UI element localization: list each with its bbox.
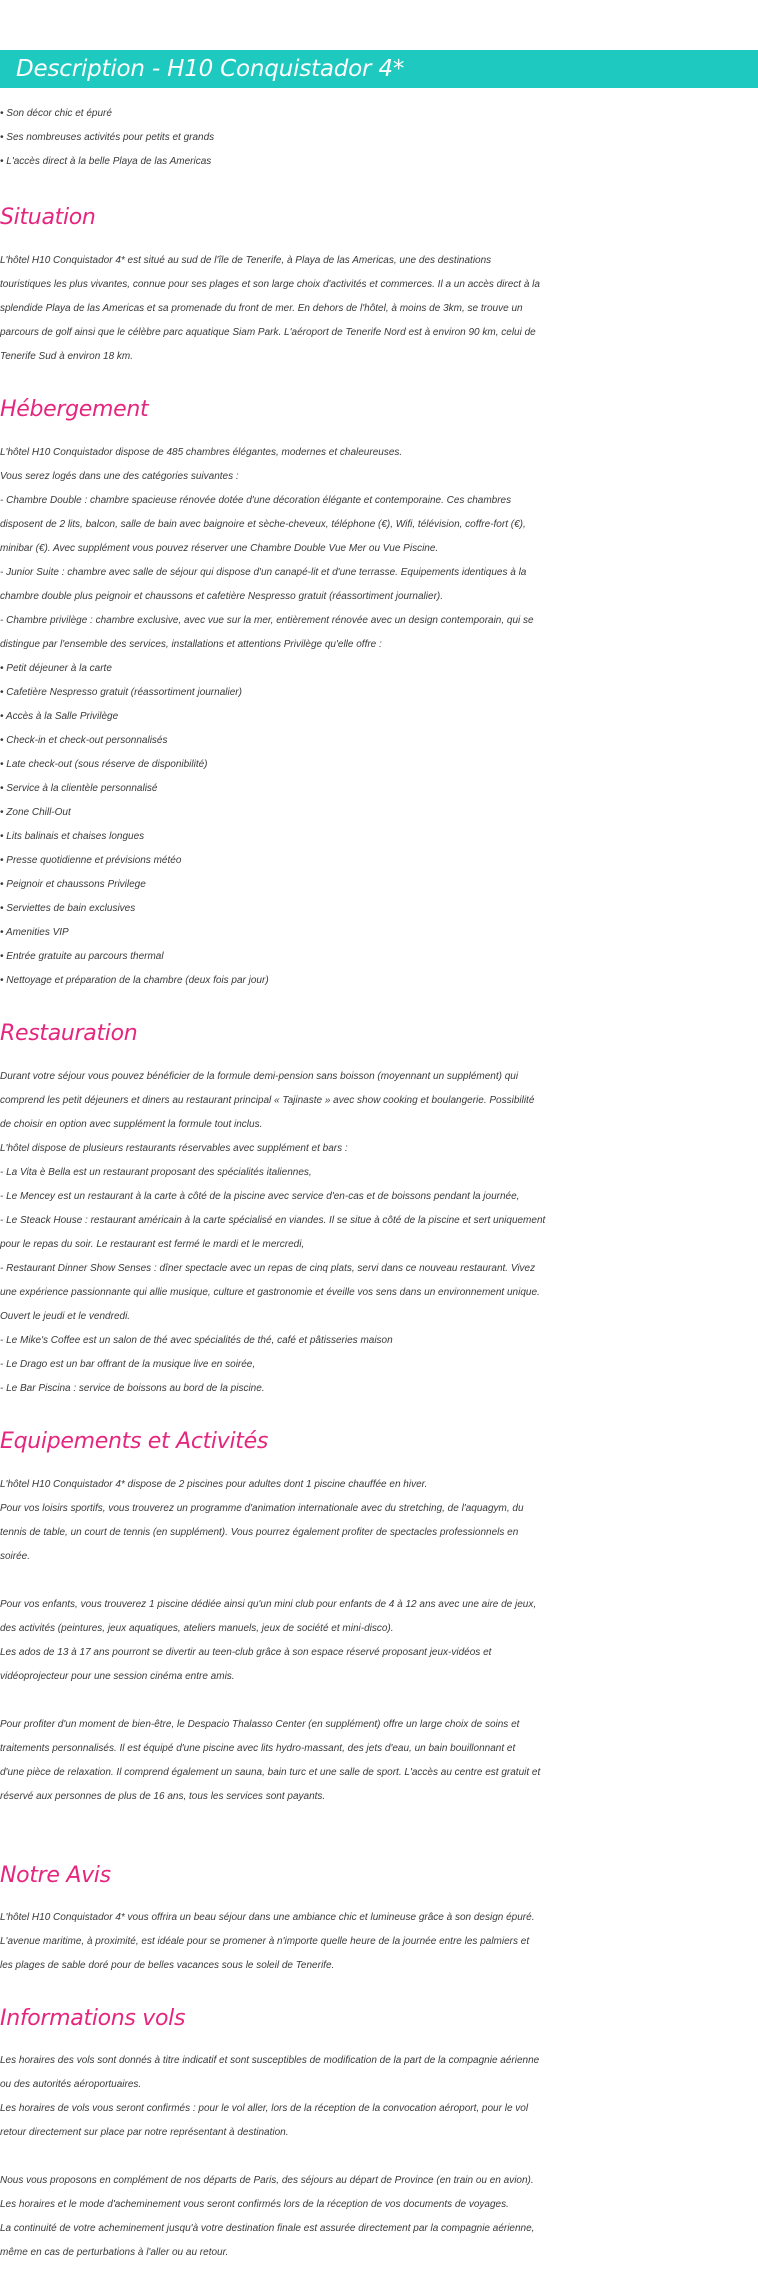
text-line: Les horaires des vols sont donnés à titre indicatif et sont susceptibles de modification de la part de la compagnie aérienne — [0, 2055, 540, 2066]
situation-text — [0, 249, 758, 369]
text-line: • Zone Chill-Out — [0, 807, 71, 818]
text-line: ou des autorités aéroportuaires. — [0, 2079, 142, 2090]
text-line: - Le Drago est un bar offrant de la musique live en soirée, — [0, 1359, 256, 1370]
text-line: - Chambre privilège : chambre exclusive, avec vue sur la mer, entièrement rénovée avec un design contemporain, qui se — [0, 615, 534, 626]
text-line: minibar (€). Avec supplément vous pouvez réserver une Chambre Double Vue Mer ou Vue Piscine. — [0, 543, 439, 554]
text-line: • Serviettes de bain exclusives — [0, 903, 136, 914]
hebergement-heading: Hébergement — [0, 397, 149, 422]
text-line: - Le Mencey est un restaurant à la carte à côté de la piscine avec service d'en-cas et de boissons pendant la journée, — [0, 1191, 520, 1202]
situation-heading: Situation — [0, 205, 96, 230]
text-line: • Service à la clientèle personnalisé — [0, 783, 158, 794]
text-line: - Le Steack House : restaurant américain à la carte spécialisé en viandes. Il se situe à côté de la piscine et sert uniquement — [0, 1215, 546, 1226]
text-line: traitements personnalisés. Il est équipé d'une piscine avec lits hydro-massant, des jets d'eau, un bain bouillonnant et — [0, 1743, 516, 1754]
text-line: - Le Mike's Coffee est un salon de thé avec spécialités de thé, café et pâtisseries maison — [0, 1335, 393, 1346]
text-line: les plages de sable doré pour de belles vacances sous le soleil de Tenerife. — [0, 1960, 335, 1971]
text-line: réservé aux personnes de plus de 16 ans, tous les services sont payants. — [0, 1791, 326, 1802]
hebergement-section — [0, 396, 758, 424]
page-title: Description - H10 Conquistador 4* — [16, 56, 405, 82]
text-line: • Cafetière Nespresso gratuit (réassortiment journalier) — [0, 687, 242, 698]
text-line: Pour vos enfants, vous trouverez 1 piscine dédiée ainsi qu'un mini club pour enfants de 4 à 12 ans avec une aire de jeux, — [0, 1599, 537, 1610]
text-line: comprend les petit déjeuners et diners au restaurant principal « Tajinaste » avec show cooking et boulangerie. Possibilité — [0, 1095, 535, 1106]
equipements-text-3 — [0, 1713, 758, 1809]
hebergement-text — [0, 441, 758, 993]
text-line: • Petit déjeuner à la carte — [0, 663, 112, 674]
text-line: L'avenue maritime, à proximité, est idéale pour se promener à n'importe quelle heure de la journée entre les palmiers et — [0, 1936, 530, 1947]
text-line: • Amenities VIP — [0, 927, 69, 938]
text-line: • Entrée gratuite au parcours thermal — [0, 951, 164, 962]
text-line: Pour vos loisirs sportifs, vous trouverez un programme d'animation internationale avec du stretching, de l'aquagym, du — [0, 1503, 524, 1514]
text-line: La continuité de votre acheminement jusqu'à votre destination finale est assurée directement par la compagnie aérienne, — [0, 2223, 535, 2234]
text-line: d'une pièce de relaxation. Il comprend également un sauna, bain turc et une salle de sport. L'accès au centre est gratuit et — [0, 1767, 541, 1778]
vols-text-2 — [0, 2169, 758, 2265]
avis-section — [0, 1862, 758, 1890]
text-line: - Restaurant Dinner Show Senses : dîner spectacle avec un repas de cinq plats, servi dans ce nouveau restaurant. Vivez — [0, 1263, 536, 1274]
text-line: Pour profiter d'un moment de bien-être, le Despacio Thalasso Center (en supplément) offre un large choix de soins et — [0, 1719, 520, 1730]
vols-heading: Informations vols — [0, 2006, 186, 2031]
text-line: • Presse quotidienne et prévisions météo — [0, 855, 182, 866]
vols-section — [0, 2005, 758, 2033]
text-line: splendide Playa de las Americas et sa promenade du front de mer. En dehors de l'hôtel, à moins de 3km, se trouve un — [0, 303, 523, 314]
text-line: - Chambre Double : chambre spacieuse rénovée dotée d'une décoration élégante et contemporaine. Ces chambres — [0, 495, 512, 506]
equipements-text-2 — [0, 1593, 758, 1689]
text-line: Les horaires et le mode d'acheminement vous seront confirmés lors de la réception de vos documents de voyages. — [0, 2199, 509, 2210]
text-line: parcours de golf ainsi que le célèbre parc aquatique Siam Park. L'aéroport de Tenerife Nord est à environ 90 km, celui de — [0, 327, 536, 338]
vols-text-1 — [0, 2049, 758, 2145]
text-line: L'hôtel H10 Conquistador 4* dispose de 2 piscines pour adultes dont 1 piscine chauffée en hiver. — [0, 1479, 428, 1490]
situation-section — [0, 204, 758, 232]
text-line: L'hôtel H10 Conquistador dispose de 485 chambres élégantes, modernes et chaleureuses. — [0, 447, 403, 458]
text-line: pour le repas du soir. Le restaurant est fermé le mardi et le mercredi, — [0, 1239, 305, 1250]
text-line: • Son décor chic et épuré — [0, 108, 112, 119]
restauration-text — [0, 1065, 758, 1401]
text-line: distingue par l'ensemble des services, installations et attentions Privilège qu'elle offre : — [0, 639, 382, 650]
text-line: Ouvert le jeudi et le vendredi. — [0, 1311, 131, 1322]
text-line: Les ados de 13 à 17 ans pourront se divertir au teen-club grâce à son espace réservé proposant jeux-vidéos et — [0, 1647, 492, 1658]
text-line: des activités (peintures, jeux aquatiques, ateliers manuels, jeux de société et mini-disco). — [0, 1623, 394, 1634]
highlights-list — [0, 102, 758, 174]
text-line: Les horaires de vols vous seront confirmés : pour le vol aller, lors de la réception de la convocation aéroport, pour le vol — [0, 2103, 529, 2114]
text-line: vidéoprojecteur pour une session cinéma entre amis. — [0, 1671, 235, 1682]
text-line: une expérience passionnante qui allie musique, culture et gastronomie et éveille vos sens dans un environnement unique. — [0, 1287, 540, 1298]
text-line: • Check-in et check-out personnalisés — [0, 735, 168, 746]
text-line: L'hôtel dispose de plusieurs restaurants réservables avec supplément et bars : — [0, 1143, 348, 1154]
text-line: • Lits balinais et chaises longues — [0, 831, 145, 842]
text-line: Nous vous proposons en complément de nos départs de Paris, des séjours au départ de Province (en train ou en avion). — [0, 2175, 534, 2186]
text-line: L'hôtel H10 Conquistador 4* est situé au sud de l'île de Tenerife, à Playa de las Americas, une des destinations — [0, 255, 492, 266]
text-line: même en cas de perturbations à l'aller ou au retour. — [0, 2247, 229, 2258]
text-line: retour directement sur place par notre représentant à destination. — [0, 2127, 289, 2138]
restauration-section — [0, 1020, 758, 1048]
highlights-block — [0, 102, 758, 174]
text-line: soirée. — [0, 1551, 31, 1562]
text-line: • L'accès direct à la belle Playa de las Americas — [0, 156, 212, 167]
text-line: - Le Bar Piscina : service de boissons au bord de la piscine. — [0, 1383, 265, 1394]
text-line: • Accès à la Salle Privilège — [0, 711, 119, 722]
text-line: de choisir en option avec supplément la formule tout inclus. — [0, 1119, 263, 1130]
text-line: • Peignoir et chaussons Privilege — [0, 879, 146, 890]
text-line: touristiques les plus vivantes, connue pour ses plages et son large choix d'activités et commerces. Il a un accès direct à la — [0, 279, 540, 290]
restauration-heading: Restauration — [0, 1021, 138, 1046]
description-title-bar — [0, 50, 758, 88]
text-line: Vous serez logés dans une des catégories suivantes : — [0, 471, 239, 482]
text-line: disposent de 2 lits, balcon, salle de bain avec baignoire et sèche-cheveux, téléphone (€), Wifi, télévision, coffre-fort (€), — [0, 519, 526, 530]
text-line: Durant votre séjour vous pouvez bénéficier de la formule demi-pension sans boisson (moyennant un supplément) qui — [0, 1071, 519, 1082]
text-line: Tenerife Sud à environ 18 km. — [0, 351, 134, 362]
text-line: chambre double plus peignoir et chaussons et cafetière Nespresso gratuit (réassortiment journalier). — [0, 591, 444, 602]
text-line: - La Vita è Bella est un restaurant proposant des spécialités italiennes, — [0, 1167, 312, 1178]
text-line: • Ses nombreuses activités pour petits et grands — [0, 132, 215, 143]
text-line: • Nettoyage et préparation de la chambre (deux fois par jour) — [0, 975, 269, 986]
text-line: tennis de table, un court de tennis (en supplément). Vous pourrez également profiter de spectacles professionnels en — [0, 1527, 519, 1538]
equipements-text-1 — [0, 1473, 758, 1569]
text-line: L'hôtel H10 Conquistador 4* vous offrira un beau séjour dans une ambiance chic et lumineuse grâce à son design épuré. — [0, 1912, 535, 1923]
avis-text — [0, 1906, 758, 1978]
text-line: • Late check-out (sous réserve de disponibilité) — [0, 759, 208, 770]
equipements-section — [0, 1428, 758, 1456]
equipements-heading: Equipements et Activités — [0, 1429, 269, 1454]
avis-heading: Notre Avis — [0, 1863, 111, 1888]
text-line: - Junior Suite : chambre avec salle de séjour qui dispose d'un canapé-lit et d'une terrasse. Equipements identiques à la — [0, 567, 527, 578]
